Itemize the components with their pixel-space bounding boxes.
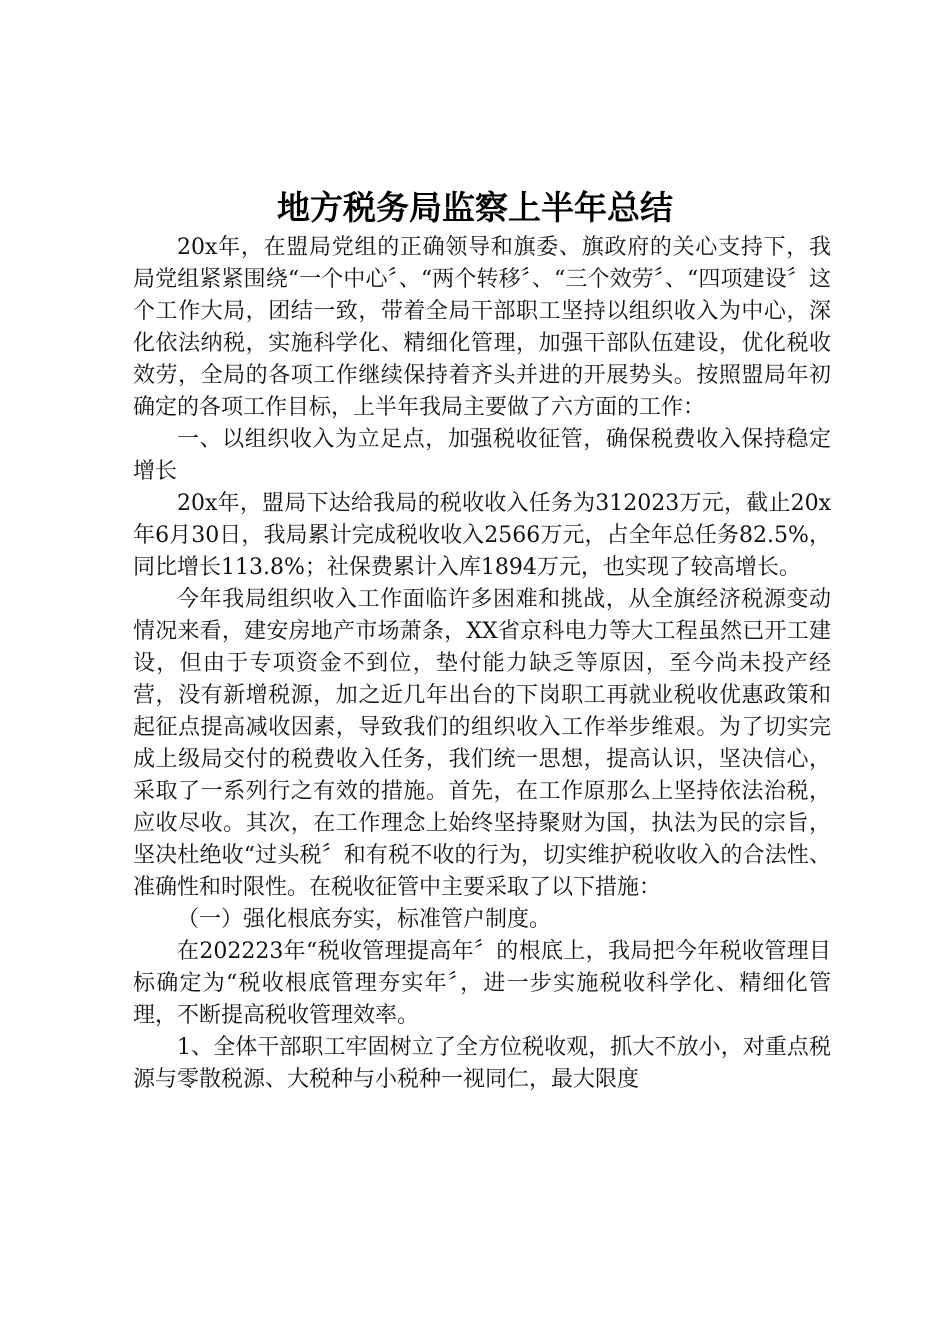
section-heading-1: 一、以组织收入为立足点，加强税收征管，确保税费收入保持稳定增长 (133, 427, 831, 484)
paragraph-management-year: 在202223年“税收管理提高年〞的根底上，我局把今年税收管理目标确定为“税收根底管理夯实年〞，进一步实施税收科学化、精细化管理，不断提高税收管理效率。 (133, 939, 831, 1028)
subsection-heading-1: （一）强化根底夯实，标准管户制度。 (177, 907, 552, 932)
document-body (133, 232, 831, 1096)
document-title: 地方税务局监察上半年总结 (277, 188, 673, 227)
paragraph-intro: 20x年，在盟局党组的正确领导和旗委、旗政府的关心支持下，我局党组紧紧围绕“一个中心〞、“两个转移〞、“三个效劳〞、“四项建设〞这个工作大局，团结一致，带着全局干部职工坚持以组织收入为中心，深化依法纳税，实施科学化、精细化管理，加强干部队伍建设，优化税收效劳，全局的各项工作继续保持着齐头并进的开展势头。按照盟局年初确定的各项工作目标，上半年我局主要做了六方面的工作： (133, 235, 831, 420)
paragraph-challenges: 今年我局组织收入工作面临许多困难和挑战，从全旗经济税源变动情况来看，建安房地产市场萧条，XX省京科电力等大工程虽然已开工建设，但由于专项资金不到位，垫付能力缺乏等原因，至今尚未投产经营，没有新增税源，加之近几年出台的下岗职工再就业税收优惠政策和起征点提高减收因素，导致我们的组织收入工作举步维艰。为了切实完成上级局交付的税费收入任务，我们统一思想，提高认识，坚决信心，采取了一系列行之有效的措施。首先，在工作原那么上坚持依法治税，应收尽收。其次，在工作理念上始终坚持聚财为国，执法为民的宗旨，坚决杜绝收“过头税〞和有税不收的行为，切实维护税收收入的合法性、准确性和时限性。在税收征管中主要采取了以下措施： (133, 587, 831, 900)
paragraph-item-1: 1、全体干部职工牢固树立了全方位税收观，抓大不放小，对重点税源与零散税源、大税种与小税种一视同仁，最大限度 (133, 1035, 831, 1092)
paragraph-revenue-stats: 20x年，盟局下达给我局的税收收入任务为312023万元，截止20x年6月30日，我局累计完成税收收入2566万元，占全年总任务82.5%，同比增长113.8%；社保费累计入库1894万元，也实现了较高增长。 (133, 491, 831, 580)
